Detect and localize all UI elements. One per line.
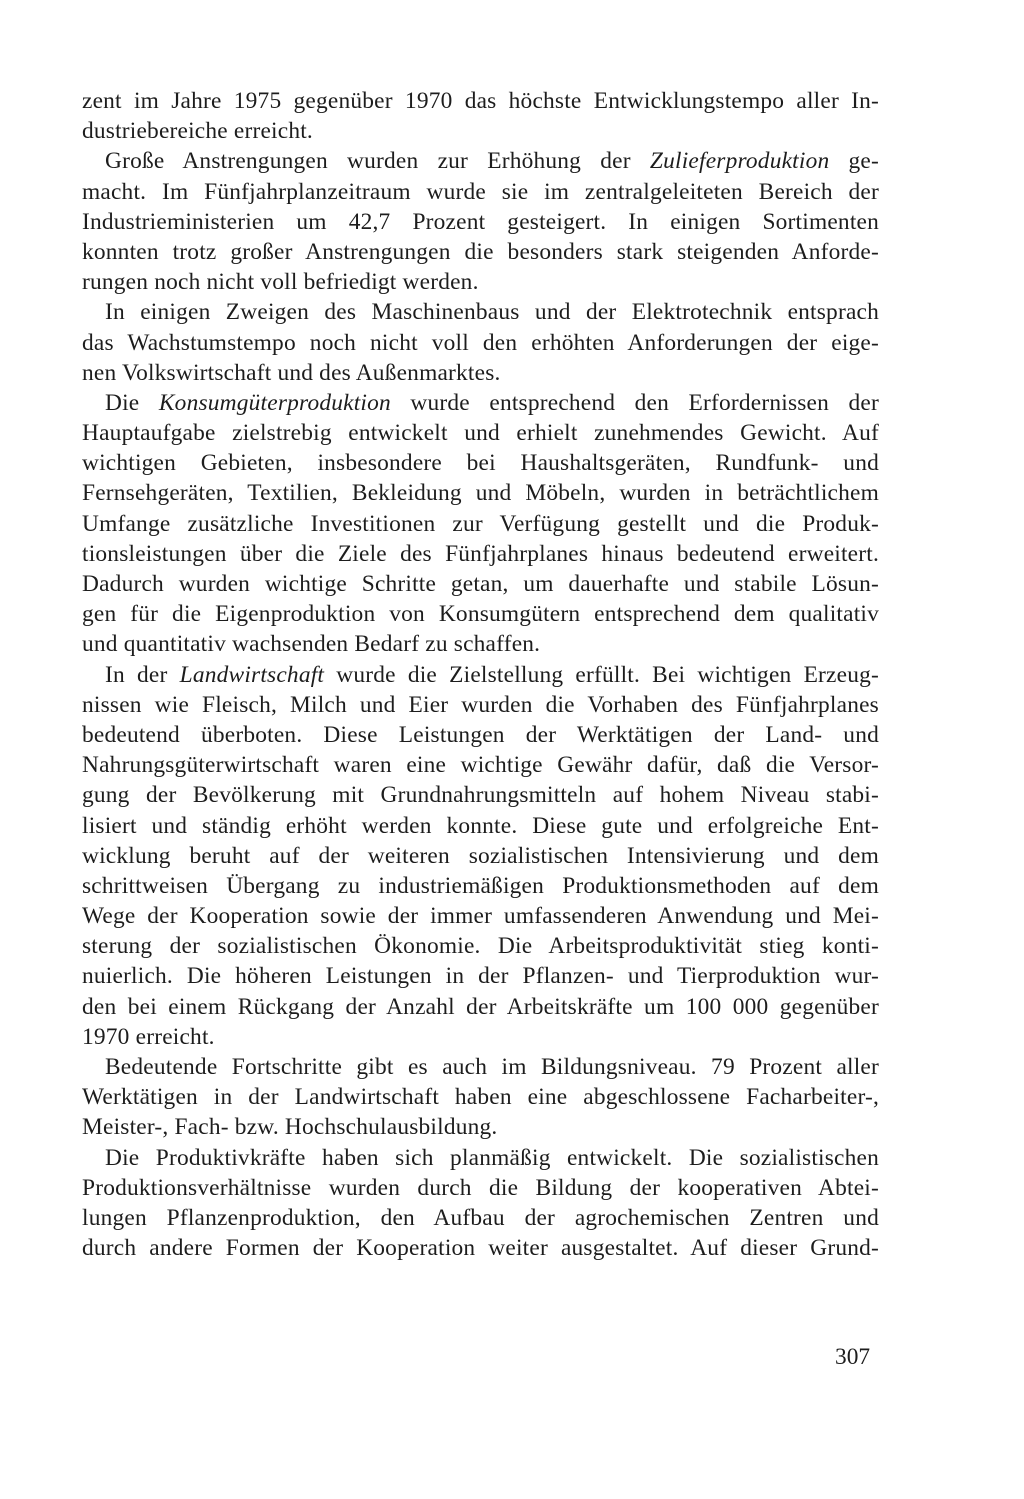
text-run: Die Produktivkräfte haben sich planmäßig entwickelt. Die sozialistischen bbox=[105, 1144, 879, 1171]
text-line bbox=[82, 328, 879, 358]
text-run: nen Volkswirtschaft und des Außenmarktes. bbox=[82, 359, 501, 386]
emphasized-term: Landwirtschaft bbox=[179, 661, 325, 688]
paragraph bbox=[82, 388, 879, 660]
text-line bbox=[82, 207, 879, 237]
text-line bbox=[82, 901, 879, 931]
text-line bbox=[82, 237, 879, 267]
text-line bbox=[82, 720, 879, 750]
text-run: ge- bbox=[829, 148, 880, 175]
page-number: 307 bbox=[835, 1344, 871, 1370]
text-run: rungen noch nicht voll befriedigt werden. bbox=[82, 269, 479, 296]
emphasized-term: Zulieferproduktion bbox=[649, 148, 830, 175]
text-run: Industrieministerien um 42,7 Prozent gesteigert. In einigen Sortimenten bbox=[82, 208, 879, 235]
text-line bbox=[82, 1112, 879, 1142]
text-line bbox=[82, 780, 879, 810]
text-run: zent im Jahre 1975 gegenüber 1970 das höchste Entwicklungstempo aller In- bbox=[82, 88, 879, 114]
text-line bbox=[82, 267, 879, 297]
text-run: und quantitativ wachsenden Bedarf zu schaffen. bbox=[82, 631, 541, 658]
paragraph bbox=[82, 297, 879, 388]
body-text bbox=[82, 86, 879, 1263]
text-run: Meister-, Fach- bzw. Hochschulausbildung. bbox=[82, 1114, 498, 1141]
text-line bbox=[82, 1082, 879, 1112]
text-run: Wege der Kooperation sowie der immer umfassenderen Anwendung und Mei- bbox=[82, 903, 879, 930]
text-line bbox=[82, 509, 879, 539]
text-line bbox=[82, 177, 879, 207]
text-line bbox=[82, 448, 879, 478]
text-line bbox=[82, 146, 879, 176]
text-run: tionsleistungen über die Ziele des Fünfjahrplanes hinaus bedeutend erweitert. bbox=[82, 540, 879, 567]
paragraph bbox=[82, 86, 879, 146]
text-line bbox=[82, 931, 879, 961]
text-run: macht. Im Fünfjahrplanzeitraum wurde sie im zentralgeleiteten Bereich der bbox=[82, 178, 879, 205]
text-line bbox=[82, 86, 879, 116]
text-line bbox=[82, 961, 879, 991]
text-line bbox=[82, 992, 879, 1022]
emphasized-term: Konsumgüterproduktion bbox=[158, 389, 391, 416]
text-run: Große Anstrengungen wurden zur Erhöhung der bbox=[105, 148, 650, 175]
paragraph bbox=[82, 1052, 879, 1143]
text-line bbox=[82, 629, 879, 659]
text-run: Fernsehgeräten, Textilien, Bekleidung und Möbeln, wurden in beträchtlichem bbox=[82, 480, 879, 507]
paragraph bbox=[82, 1143, 879, 1264]
text-line bbox=[82, 1143, 879, 1173]
text-line bbox=[82, 358, 879, 388]
text-run: durch andere Formen der Kooperation weiter ausgestaltet. Auf dieser Grund- bbox=[82, 1235, 879, 1262]
text-run: lisiert und ständig erhöht werden konnte. Diese gute und erfolgreiche Ent- bbox=[82, 812, 879, 839]
text-line bbox=[82, 1203, 879, 1233]
text-run: gen für die Eigenproduktion von Konsumgütern entsprechend dem qualitativ bbox=[82, 601, 879, 628]
text-run: Bedeutende Fortschritte gibt es auch im Bildungsniveau. 79 Prozent aller bbox=[105, 1054, 879, 1080]
paragraph bbox=[82, 146, 879, 297]
text-run: In einigen Zweigen des Maschinenbaus und der Elektrotechnik entsprach bbox=[105, 299, 879, 326]
text-line bbox=[82, 599, 879, 629]
text-run: Hauptaufgabe zielstrebig entwickelt und erhielt zunehmendes Gewicht. Auf bbox=[82, 420, 879, 447]
text-line bbox=[82, 1173, 879, 1203]
text-line bbox=[82, 690, 879, 720]
text-run: das Wachstumstempo noch nicht voll den erhöhten Anforderungen der eige- bbox=[82, 329, 879, 356]
text-line bbox=[82, 811, 879, 841]
text-run: lungen Pflanzenproduktion, den Aufbau der agrochemischen Zentren und bbox=[82, 1204, 879, 1231]
text-line bbox=[82, 116, 879, 146]
text-run: Dadurch wurden wichtige Schritte getan, um dauerhafte und stabile Lösun- bbox=[82, 571, 879, 597]
text-run: In der bbox=[105, 661, 180, 688]
text-line bbox=[82, 841, 879, 871]
text-line bbox=[82, 569, 879, 599]
text-line bbox=[82, 750, 879, 780]
text-run: 1970 erreicht. bbox=[82, 1023, 215, 1050]
text-line bbox=[82, 297, 879, 327]
text-run: wichtigen Gebieten, insbesondere bei Haushaltsgeräten, Rundfunk- und bbox=[82, 450, 879, 477]
text-run: schrittweisen Übergang zu industriemäßigen Produktionsmethoden auf dem bbox=[82, 872, 879, 899]
text-run: nuierlich. Die höheren Leistungen in der Pflanzen- und Tierproduktion wur- bbox=[82, 963, 879, 990]
text-run: Die bbox=[105, 389, 159, 416]
text-line bbox=[82, 418, 879, 448]
text-line bbox=[82, 388, 879, 418]
text-run: Umfange zusätzliche Investitionen zur Verfügung gestellt und die Produk- bbox=[82, 510, 879, 537]
text-run: sterung der sozialistischen Ökonomie. Die Arbeitsproduktivität stieg konti- bbox=[82, 933, 879, 960]
text-run: wicklung beruht auf der weiteren sozialistischen Intensivierung und dem bbox=[82, 842, 879, 869]
text-run: bedeutend überboten. Diese Leistungen der Werktätigen der Land- und bbox=[82, 721, 879, 748]
text-run: Werktätigen in der Landwirtschaft haben eine abgeschlossene Facharbeiter-, bbox=[82, 1084, 879, 1111]
text-run: konnten trotz großer Anstrengungen die besonders stark steigenden Anforde- bbox=[82, 238, 879, 265]
text-run: Produktionsverhältnisse wurden durch die Bildung der kooperativen Abtei- bbox=[82, 1174, 879, 1201]
text-line bbox=[82, 660, 879, 690]
text-line bbox=[82, 1022, 879, 1052]
text-line bbox=[82, 1052, 879, 1082]
text-run: Nahrungsgüterwirtschaft waren eine wichtige Gewähr dafür, daß die Versor- bbox=[82, 752, 879, 779]
text-line bbox=[82, 539, 879, 569]
text-run: nissen wie Fleisch, Milch und Eier wurden die Vorhaben des Fünfjahrplanes bbox=[82, 691, 879, 718]
text-line bbox=[82, 478, 879, 508]
text-line bbox=[82, 871, 879, 901]
text-line bbox=[82, 1233, 879, 1263]
text-run: den bei einem Rückgang der Anzahl der Arbeitskräfte um 100 000 gegenüber bbox=[82, 993, 879, 1020]
paragraph bbox=[82, 660, 879, 1052]
text-run: wurde entsprechend den Erfordernissen der bbox=[390, 389, 879, 416]
text-run: gung der Bevölkerung mit Grundnahrungsmitteln auf hohem Niveau stabi- bbox=[82, 782, 879, 809]
text-run: wurde die Zielstellung erfüllt. Bei wichtigen Erzeug- bbox=[324, 661, 879, 688]
text-run: dustriebereiche erreicht. bbox=[82, 118, 313, 145]
